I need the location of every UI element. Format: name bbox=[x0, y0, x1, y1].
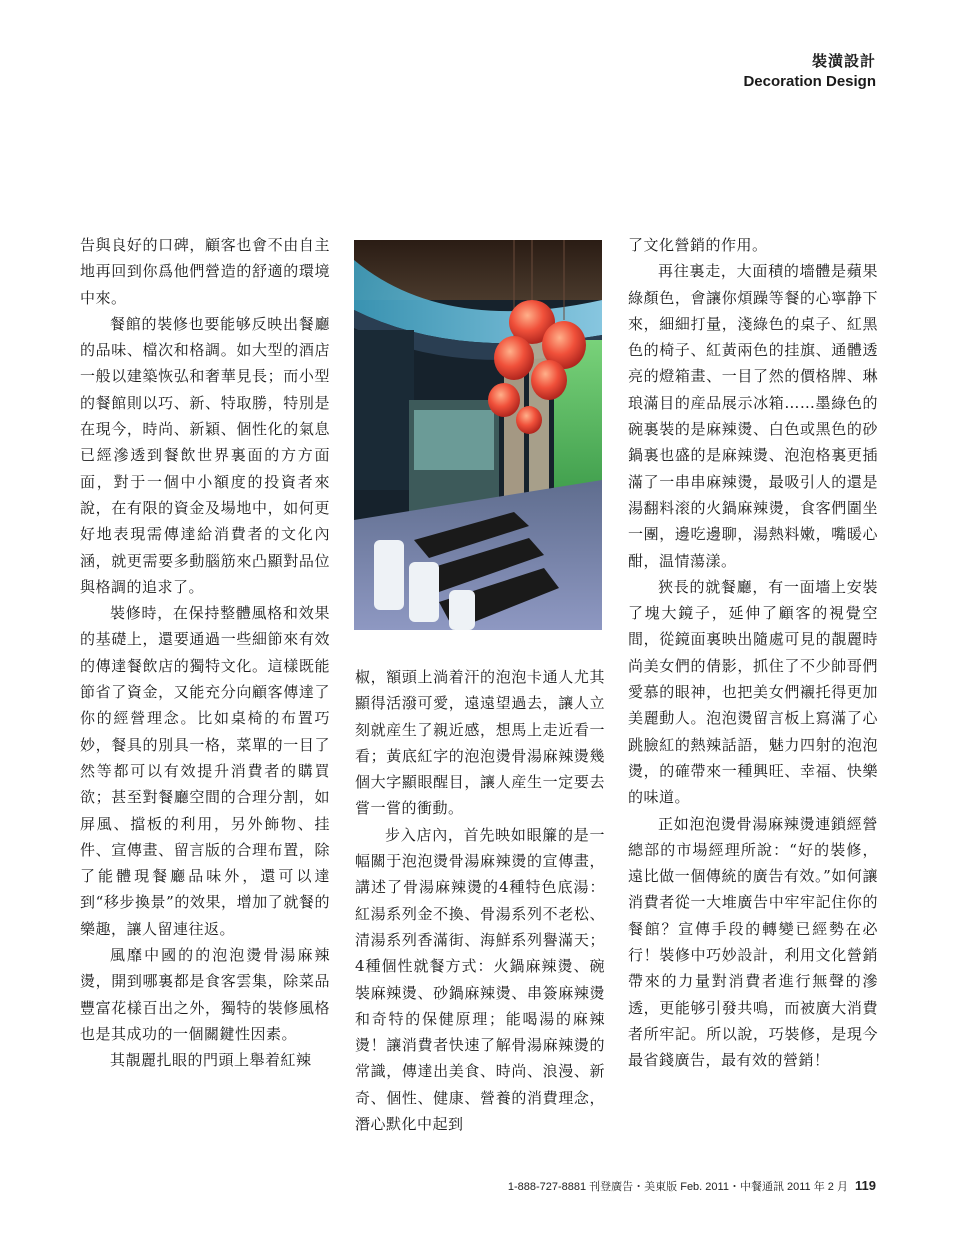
restaurant-interior-photo bbox=[354, 240, 602, 630]
section-header bbox=[743, 50, 876, 92]
paragraph: 再往裏走，大面積的墻體是蘋果綠顏色，會讓你煩躁等餐的心寧静下來，細細打量，淺綠色的桌子、紅黑色的椅子、紅黃兩色的挂旗、通體透亮的燈箱畫、一目了然的價格牌、琳琅滿目的産品展示冰箱……墨綠色的碗裏裝的是麻辣燙、白色或黑色的砂鍋裏也盛的是麻辣燙、泡泡格裏更插滿了一串串麻辣燙，最吸引人的還是湯翻料滚的火鍋麻辣燙，食客們圍坐一團，邊吃邊聊，湯熱料嫩，嘴暖心酣，温情蕩漾。 bbox=[628, 262, 878, 570]
paragraph: 風靡中國的的泡泡燙骨湯麻辣燙，開到哪裏都是食客雲集，除菜品豐富花樣百出之外，獨特的裝修風格也是其成功的一個關鍵性因素。 bbox=[80, 946, 330, 1043]
paragraph: 裝修時，在保持整體風格和效果的基礎上，還要通過一些細節來有效的傳達餐飲店的獨特文化。這樣既能節省了資金，又能充分向顧客傳達了你的經營理念。比如桌椅的布置巧妙，餐具的別具一格，菜單的一目了然等都可以有效提升消費者的購買欲；甚至對餐廳空間的合理分割，如屏風、擋板的利用，另外飾物、挂件、宣傳畫、留言版的合理布置，除了能體現餐廳品味外，還可以達到“移步換景”的效果，增加了就餐的樂趣，讓人留連往返。 bbox=[80, 604, 330, 938]
article-column-right bbox=[628, 232, 878, 1074]
paragraph: 狹長的就餐廳，有一面墻上安裝了塊大鏡子，延伸了顧客的視覺空間，從鏡面裏映出隨處可見的靚麗時尚美女們的倩影，抓住了不少帥哥們愛慕的眼神，也把美女們襯托得更加美麗動人。泡泡燙留言板上寫滿了心跳臉紅的熱辣話語，魅力四射的泡泡燙，的確帶來一種興旺、幸福、快樂的味道。 bbox=[628, 577, 878, 807]
page-number: 119 bbox=[855, 1178, 876, 1193]
paragraph: 了文化營銷的作用。 bbox=[628, 236, 768, 254]
paragraph: 餐館的裝修也要能够反映出餐廳的品味、檔次和格調。如大型的酒店一般以建築恢弘和奢華見長；而小型的餐館則以巧、新、特取勝，特別是在現今，時尚、新穎、個性化的氣息已經滲透到餐飲世界裏面的方方面面，對于一個中小額度的投資者來說，在有限的資金及場地中，如何更好地表現需傳達給消費者的文化內涵，就更需要多動腦筋來凸顯對品位與格調的追求了。 bbox=[80, 314, 330, 596]
paragraph: 正如泡泡燙骨湯麻辣燙連鎖經營總部的市場經理所說：“好的裝修，遠比做一個傳統的廣告有效。”如何讓消費者從一大堆廣告中牢牢記住你的餐館？宣傳手段的轉變已經勢在必行！裝修中巧妙設計，利用文化營銷帶來的力量對消費者進行無聲的滲透，更能够引發共鳴，而被廣大消費者所牢記。所以說，巧裝修，是現今最省錢廣告，最有效的營銷！ bbox=[628, 814, 878, 1070]
section-title-en: Decoration Design bbox=[743, 73, 876, 90]
paragraph: 椒，額頭上淌着汗的泡泡卡通人尤其顯得活潑可愛，遠遠望過去，讓人立刻就産生了親近感，想馬上走近看一看；黃底紅字的泡泡燙骨湯麻辣燙幾個大字顯眼醒目，讓人産生一定要去嘗一嘗的衝動。 bbox=[355, 668, 605, 818]
paragraph: 步入店內，首先映如眼簾的是一幅關于泡泡燙骨湯麻辣燙的宣傳畫，講述了骨湯麻辣燙的4種特色底湯：紅湯系列金不換、骨湯系列不老松、清湯系列香滿街、海鮮系列譽滿天；4種個性就餐方式：火鍋麻辣燙、碗裝麻辣燙、砂鍋麻辣燙、串簽麻辣燙和奇特的保健原理；能喝湯的麻辣燙！讓消費者快速了解骨湯麻辣燙的常識，傳達出美食、時尚、浪漫、新奇、個性、健康、營養的消費理念，潛心默化中起到 bbox=[355, 825, 605, 1134]
article-column-left bbox=[80, 232, 330, 1074]
page-footer bbox=[508, 1178, 876, 1194]
paragraph: 其靚麗扎眼的門頭上舉着紅辣 bbox=[110, 1051, 312, 1070]
article-column-middle bbox=[355, 664, 605, 1137]
section-title-zh: 裝潢設計 bbox=[811, 52, 876, 70]
paragraph: 告與良好的口碑，顧客也會不由自主地再回到你爲他們營造的舒適的環境中來。 bbox=[80, 236, 330, 307]
footer-publication-info: 1-888-727-8881 刊登廣告・美東版 Feb. 2011・中餐通訊 2011 年 2 月 bbox=[507, 1181, 848, 1193]
